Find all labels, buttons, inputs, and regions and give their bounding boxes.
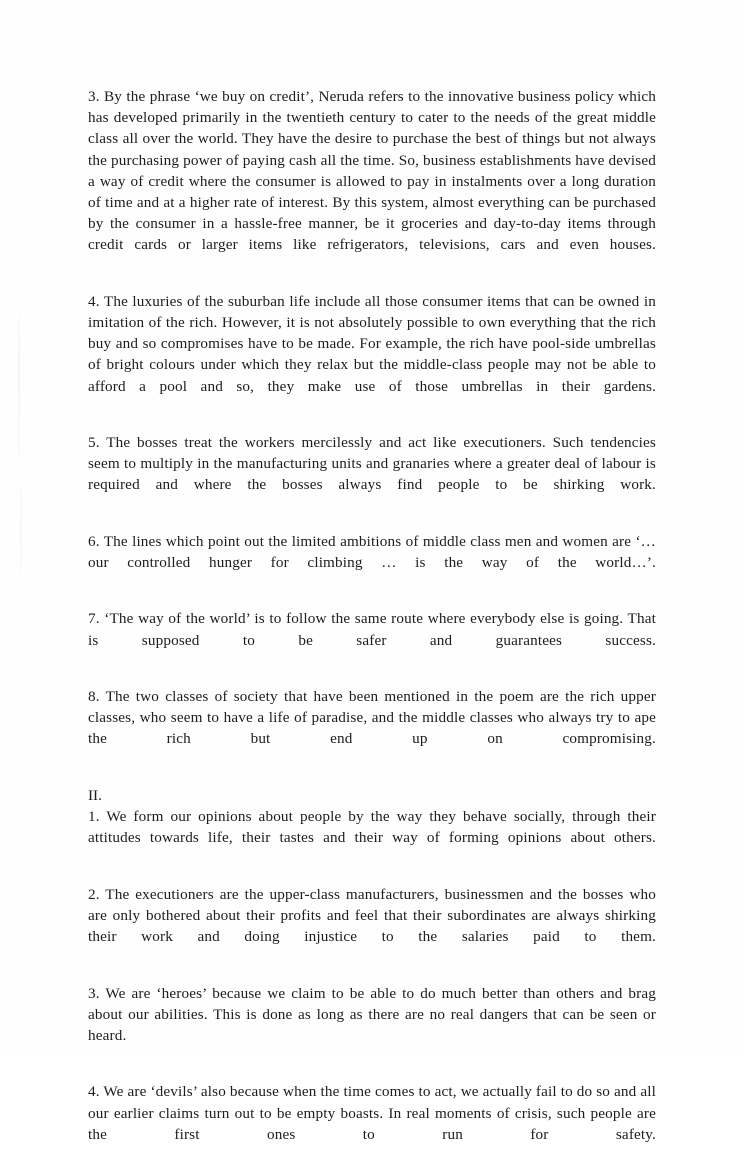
section-heading-two: II. [88,786,102,804]
paragraph-answer-8: 8. The two classes of society that have been mentioned in the poem are the rich upper classes, who seem to have a life of paradise, and the middle classes who always try to ape the rich but end up on compromising. [88,688,656,748]
scan-artifact-left-lower [20,470,22,590]
paragraph-section2-answer-3: 3. We are ‘heroes’ because we claim to be able to do much better than others and brag about our abilities. This is done as long as there are no real dangers that can be seen or heard. [88,984,656,1044]
scan-artifact-left [18,300,20,480]
paragraph-answer-5: 5. The bosses treat the workers mercilessly and act like executioners. Such tendencies seem to multiply in the manufacturing units and granaries where a greater deal of labour is required and where the bosses always find people to be shirking work. [88,434,656,494]
paragraph-answer-3: 3. By the phrase ‘we buy on credit’, Neruda refers to the innovative business policy which has developed primarily in the twentieth century to cater to the needs of the great middle class all over the world. They have the desire to purchase the best of things but not always the purchasing power of paying cash all the time. So, business establishments have devised a way of credit where the consumer is allowed to pay in instalments over a long duration of time and at a higher rate of interest. By this system, almost everything can be purchased by the consumer in a hassle-free manner, be it groceries and day-to-day items through credit cards or larger items like refrigerators, televisions, cars and even houses. [88,88,656,254]
paragraph-section2-answer-2: 2. The executioners are the upper-class manufacturers, businessmen and the bosses who are only bothered about their profits and feel that their subordinates are always shirking their work and doing injustice to the salaries paid to them. [88,885,656,946]
paragraph-answer-4: 4. The luxuries of the suburban life include all those consumer items that can be owned in imitation of the rich. However, it is not absolutely possible to own everything that the rich buy and so compromises have to be made. For example, the rich have pool-side umbrellas of bright colours under which they relax but the middle-class people may not be able to afford a pool and so, they make use of those umbrellas in their gardens. [88,292,656,395]
paragraph-answer-6: 6. The lines which point out the limited ambitions of middle class men and women are ‘…our controlled hunger for climbing … is the way of the world…’. [88,532,656,572]
paragraph-section2-answer-1: 1. We form our opinions about people by the way they behave socially, through their attitudes towards life, their tastes and their way of forming opinions about others. [88,808,656,847]
paragraph-section2-answer-4: 4. We are ‘devils’ also because when the time comes to act, we actually fail to do so and all our earlier claims turn out to be empty boasts. In real moments of crisis, such people are the first ones to run for safety. [88,1083,656,1143]
paragraph-answer-7: 7. ‘The way of the world’ is to follow the same route where everybody else is going. That is supposed to be safer and guarantees success. [88,610,656,649]
document-text-body [88,86,656,1166]
